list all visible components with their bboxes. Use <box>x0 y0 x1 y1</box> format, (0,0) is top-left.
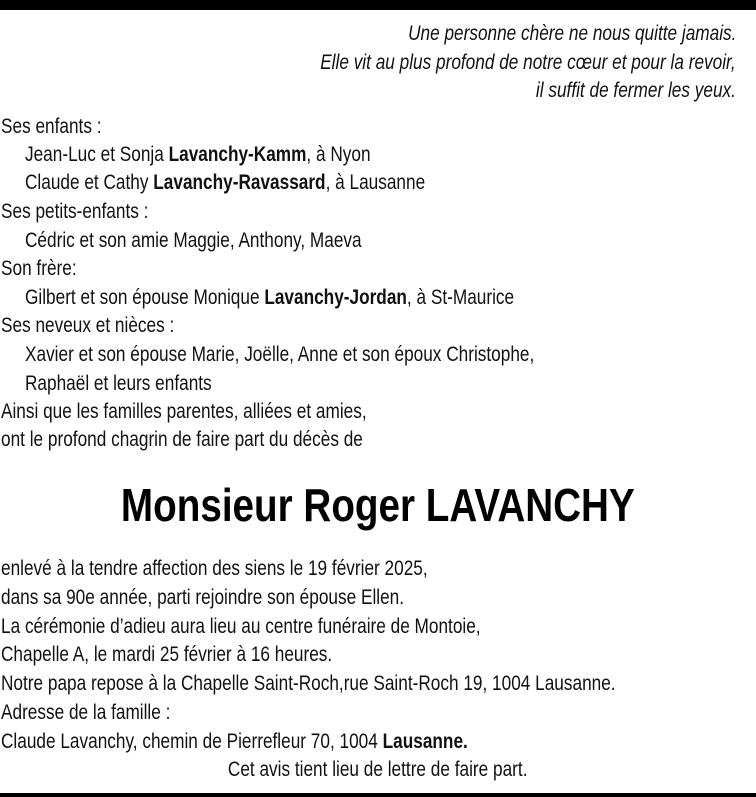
detail-line: La cérémonie d’adieu aura lieu au centre funéraire de Montoie, <box>1 615 481 638</box>
nephews-heading: Ses neveux et nièces : <box>1 314 175 337</box>
bottom-border <box>0 793 756 797</box>
child-line <box>25 141 371 169</box>
detail-line: dans sa 90e année, parti rejoindre son épouse Ellen. <box>1 586 405 609</box>
brother-location: , à St-Maurice <box>406 286 515 309</box>
brother-heading: Son frère: <box>1 257 77 280</box>
top-border <box>0 0 756 10</box>
detail-line: Adresse de la famille : <box>1 701 171 724</box>
grandchildren-heading: Ses petits-enfants : <box>1 200 149 223</box>
child-location: , à Lausanne <box>325 171 426 194</box>
grandchildren-line: Cédric et son amie Maggie, Anthony, Maeva <box>25 229 362 252</box>
detail-line: Chapelle A, le mardi 25 février à 16 heures. <box>1 643 333 666</box>
child-location: , à Nyon <box>306 143 371 166</box>
brother-line <box>25 284 514 312</box>
children-heading: Ses enfants : <box>1 115 102 138</box>
detail-line: Notre papa repose à la Chapelle Saint-Roch,rue Saint-Roch 19, 1004 Lausanne. <box>1 672 616 695</box>
quote-line-3: il suffit de fermer les yeux. <box>535 79 736 102</box>
address-text: Claude Lavanchy, chemin de Pierrefleur 70, 1004 <box>1 730 383 753</box>
nephews-line: Raphaël et leurs enfants <box>25 372 212 395</box>
closing-line <box>0 756 756 784</box>
brother-surname: Lavanchy-Jordan <box>264 286 407 309</box>
nephews-line: Xavier et son épouse Marie, Joëlle, Anne et son époux Christophe, <box>25 343 535 366</box>
child-names: Claude et Cathy <box>25 171 154 194</box>
address-city: Lausanne. <box>382 730 468 753</box>
detail-line: enlevé à la tendre affection des siens le 19 février 2025, <box>1 557 428 580</box>
deceased-name-text: Monsieur Roger LAVANCHY <box>121 479 635 531</box>
deceased-name <box>0 477 756 533</box>
quote-line-1: Une personne chère ne nous quitte jamais. <box>407 22 736 45</box>
child-names: Jean-Luc et Sonja <box>25 143 169 166</box>
address-line <box>1 728 468 756</box>
child-line <box>25 169 425 197</box>
child-surname: Lavanchy-Kamm <box>168 143 307 166</box>
closing-text: Cet avis tient lieu de lettre de faire part. <box>228 758 528 781</box>
brother-names: Gilbert et son épouse Monique <box>25 286 265 309</box>
others-line: Ainsi que les familles parentes, alliées et amies, <box>1 400 367 423</box>
child-surname: Lavanchy-Ravassard <box>153 171 326 194</box>
quote-line-2: Elle vit au plus profond de notre cœur et pour la revoir, <box>320 51 736 74</box>
others-line: ont le profond chagrin de faire part du décès de <box>1 428 363 451</box>
